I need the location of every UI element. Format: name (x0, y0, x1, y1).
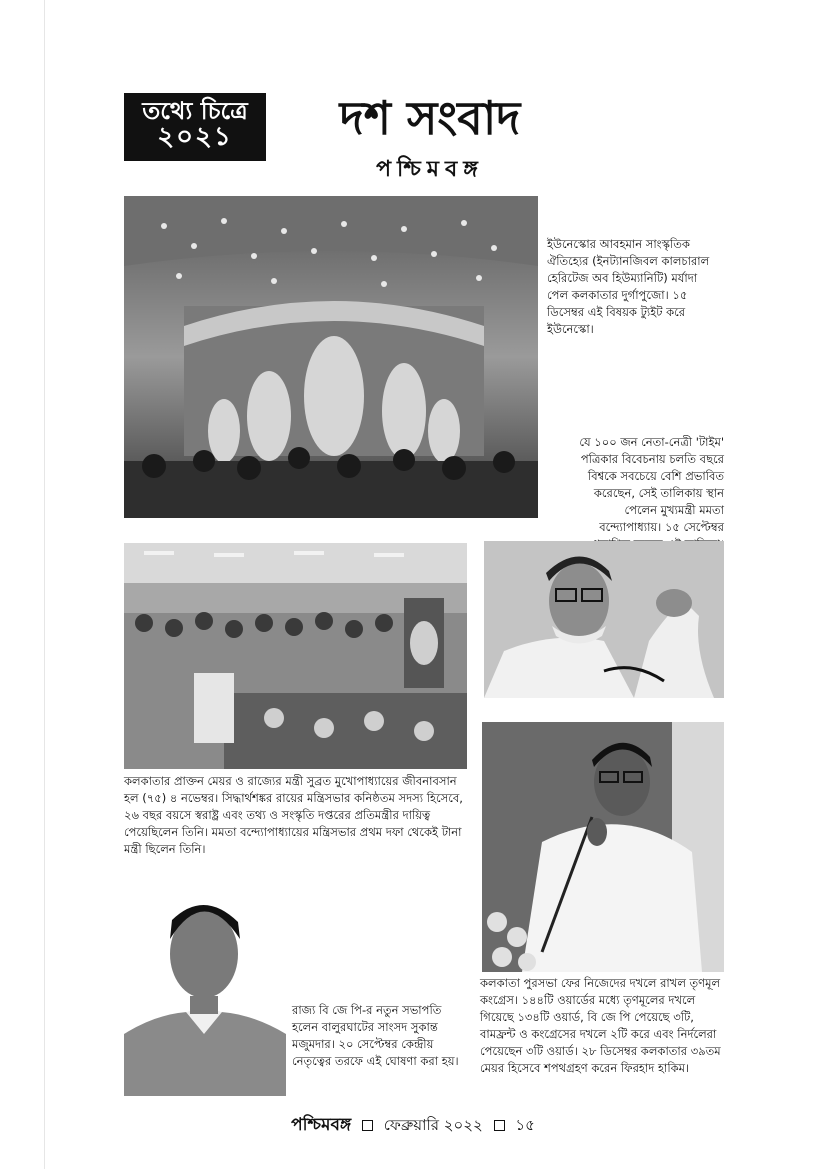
sukanta-photo (124, 884, 286, 1096)
page-number: ১৫ (515, 1116, 535, 1134)
badge-line-1: তথ্যে চিত্রে (142, 97, 248, 125)
sukanta-caption: রাজ্য বি জে পি-র নতুন সভাপতি হলেন বালুরঘাটের সাংসদ সুকান্ত মজুমদার। ২০ সেপ্টেম্বর কেন্দ্রীয় নেতৃত্বের তরফে এই ঘোষণা করা হয়। (292, 1003, 459, 1068)
footer-month: ফেব্রুয়ারি ২০২২ (383, 1116, 483, 1134)
section-badge (124, 93, 266, 161)
square-separator-icon (494, 1120, 505, 1131)
page-subtitle: পশ্চিমবঙ্গ (376, 157, 484, 182)
durga-puja-photo (124, 196, 538, 518)
subrata-caption: কলকাতার প্রাক্তন মেয়র ও রাজ্যের মন্ত্রী সুব্রত মুখোপাধ্যায়ের জীবনাবসান হল (৭৫) ৪ নভেম্বর। সিদ্ধার্থশঙ্কর রায়ের মন্ত্রিসভার কনিষ্ঠতম সদস্য হিসেবে, ২৬ বছর বয়সে স্বরাষ্ট্র এবং তথ্য ও সংস্কৃতি দপ্তরের প্রতিমন্ত্রীর দায়িত্ব পেয়েছিলেন তিনি। মমতা বন্দ্যোপাধ্যায়ের মন্ত্রিসভার প্রথম দফা থেকেই টানা মন্ত্রী ছিলেন তিনি। (124, 774, 463, 856)
firhad-caption: কলকাতা পুরসভা ফের নিজেদের দখলে রাখল তৃণমূল কংগ্রেস। ১৪৪টি ওয়ার্ডের মধ্যে তৃণমূলের দখলে গিয়েছে ১৩৪টি ওয়ার্ড, বি জে পি পেয়েছে ৩টি, বামফ্রন্ট ও কংগ্রেসের দখলে ২টি করে এবং নির্দলেরা পেয়েছেন ৩টি ওয়ার্ড। ২৮ ডিসেম্বর কলকাতার ৩৯তম মেয়র হিসেবে শপথগ্রহণ করেন ফিরহাদ হাকিম। (480, 976, 721, 1075)
mamata-caption: যে ১০০ জন নেতা-নেত্রী 'টাইম' পত্রিকার বিবেচনায় চলতি বছরে বিশ্বকে সবচেয়ে বেশি প্রভাবিত করেছেন, সেই তালিকায় স্থান পেলেন মুখ্যমন্ত্রী মমতা বন্দ্যোপাধ্যায়। ১৫ সেপ্টেম্বর (579, 435, 724, 534)
square-separator-icon (362, 1120, 373, 1131)
mamata-photo (484, 541, 724, 698)
firhad-hakim-photo (482, 722, 724, 972)
badge-line-2: ২০২১ (157, 122, 233, 153)
page-title: দশ সংবাদ (339, 91, 521, 145)
durga-puja-caption: ইউনেস্কোর আবহমান সাংস্কৃতিক ঐতিহ্যের (ইনট্যানজিবল কালচারাল হেরিটেজ অব হিউম্যানিটি) মর্যাদা পেল কলকাতার দুর্গাপুজো। ১৫ ডিসেম্বর এই বিষয়ক ট্যুইট করে ইউনেস্কো। (547, 237, 710, 336)
subrata-funeral-photo (124, 543, 467, 769)
footer-brand: পশ্চিমবঙ্গ (291, 1115, 352, 1135)
page-footer (0, 1112, 826, 1140)
page-margin-rule (44, 0, 45, 1169)
